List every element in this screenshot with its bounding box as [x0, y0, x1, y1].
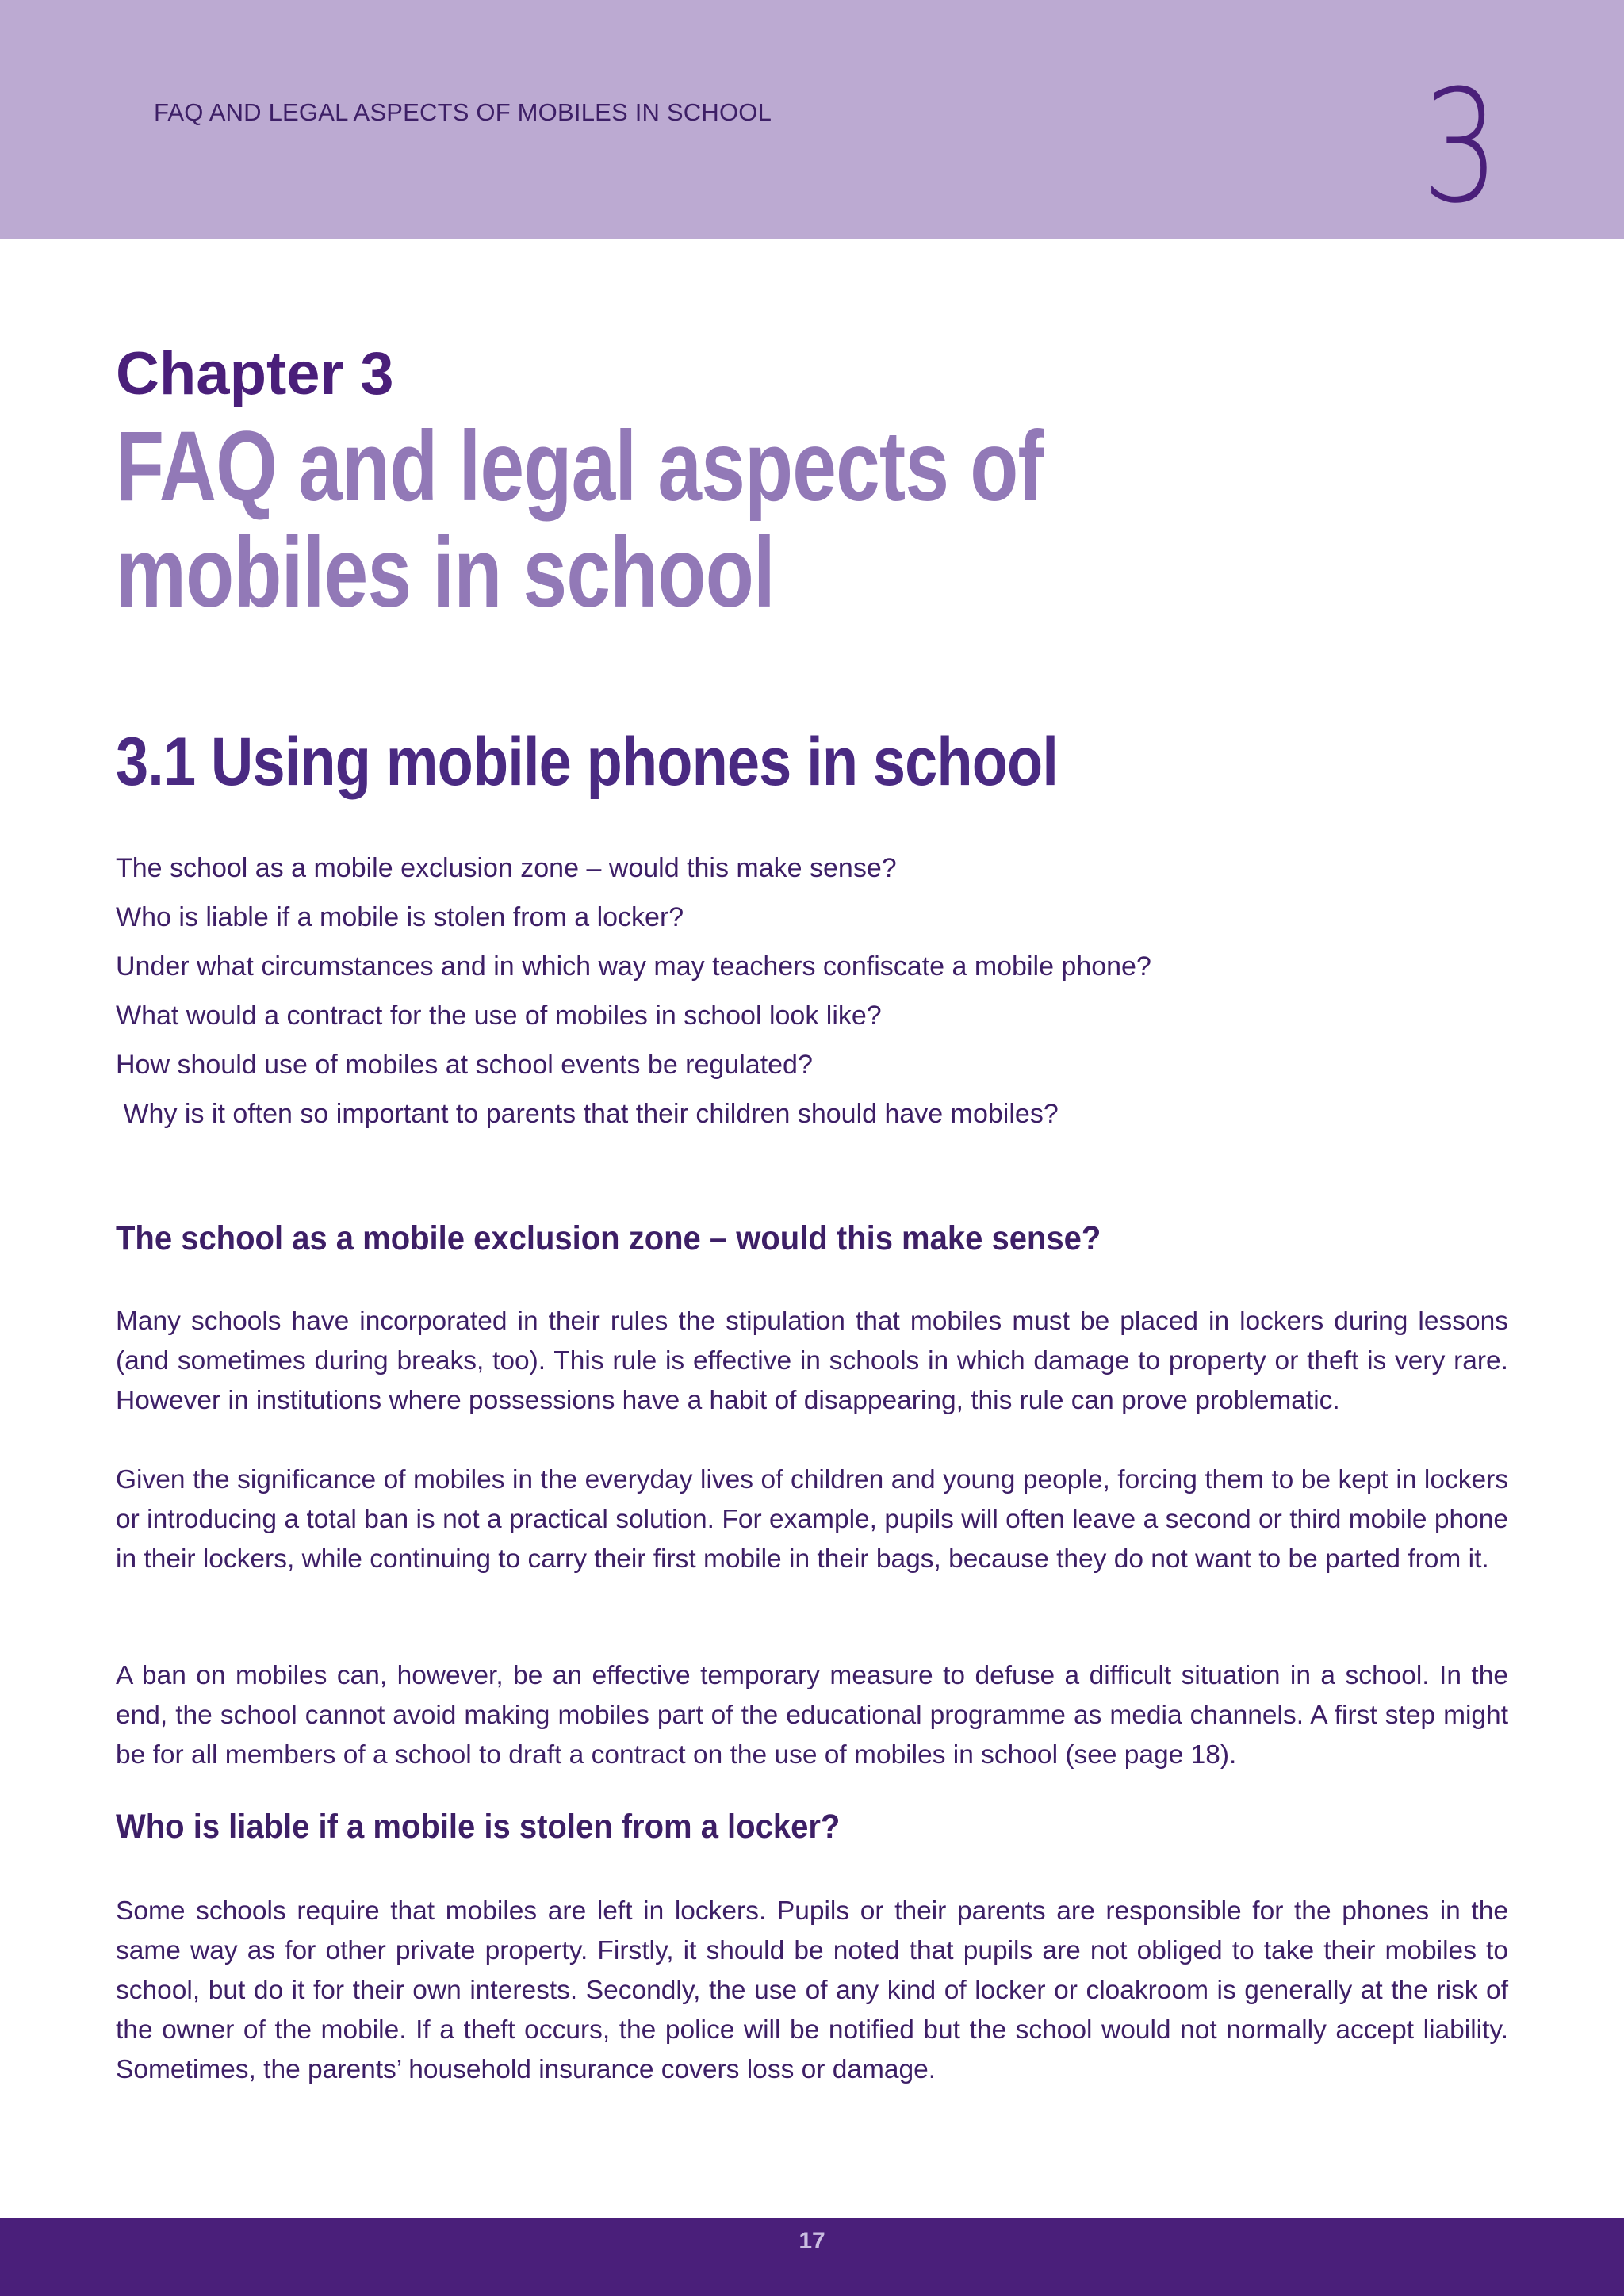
chapter-title: FAQ and legal aspects of mobiles in school — [116, 411, 1044, 628]
question-item: What would a contract for the use of mobiles in school look like? — [116, 1001, 882, 1031]
section-heading: 3.1 Using mobile phones in school — [116, 724, 1059, 800]
paragraph: A ban on mobiles can, however, be an effective temporary measure to defuse a difficult situation in a school. In the end, the school cannot avoid making mobiles part of the educational programme as media channels. A first step might be for all members of a school to draft a contract on the use of mobiles in school (see page 18). — [116, 1661, 1508, 1770]
question-item: How should use of mobiles at school events be regulated? — [116, 1050, 813, 1080]
page-number: 17 — [799, 2228, 825, 2254]
question-item: Why is it often so important to parents that their children should have mobiles? — [116, 1099, 1059, 1129]
paragraph: Many schools have incorporated in their rules the stipulation that mobiles must be placed in lockers during lessons (and sometimes during breaks, too). This rule is effective in schools in which damage to property or theft is very rare. However in institutions where possessions have a habit of disappearing, this rule can prove problematic. — [116, 1307, 1508, 1415]
running-title: FAQ AND LEGAL ASPECTS OF MOBILES IN SCHOOL — [154, 98, 772, 126]
chapter-number: 3 — [1422, 57, 1500, 238]
question-item: The school as a mobile exclusion zone – would this make sense? — [116, 853, 897, 883]
question-item: Who is liable if a mobile is stolen from a locker? — [116, 902, 684, 932]
subsection-heading-exclusion-zone: The school as a mobile exclusion zone – would this make sense? — [116, 1219, 1101, 1257]
question-list — [116, 844, 1151, 1138]
paragraph: Some schools require that mobiles are left in lockers. Pupils or their parents are responsible for the phones in the same way as for other private property. Firstly, it should be noted that pupils are not obliged to take their mobiles to school, but do it for their own interests. Secondly, the use of any kind of locker or cloakroom is generally at the risk of the owner of the mobile. If a theft occurs, the police will be notified but the school would not normally accept liability. Sometimes, the parents’ household insurance covers loss or damage. — [116, 1896, 1508, 2084]
subsection-heading-liability: Who is liable if a mobile is stolen from a locker? — [116, 1808, 841, 1846]
question-item: Under what circumstances and in which way may teachers confiscate a mobile phone? — [116, 951, 1151, 982]
paragraph: Given the significance of mobiles in the everyday lives of children and young people, forcing them to be kept in lockers or introducing a total ban is not a practical solution. For example, pupils will often leave a second or third mobile phone in their lockers, while continuing to carry their first mobile in their bags, because they do not want to be parted from it. — [116, 1465, 1508, 1574]
chapter-label: Chapter 3 — [116, 340, 394, 408]
